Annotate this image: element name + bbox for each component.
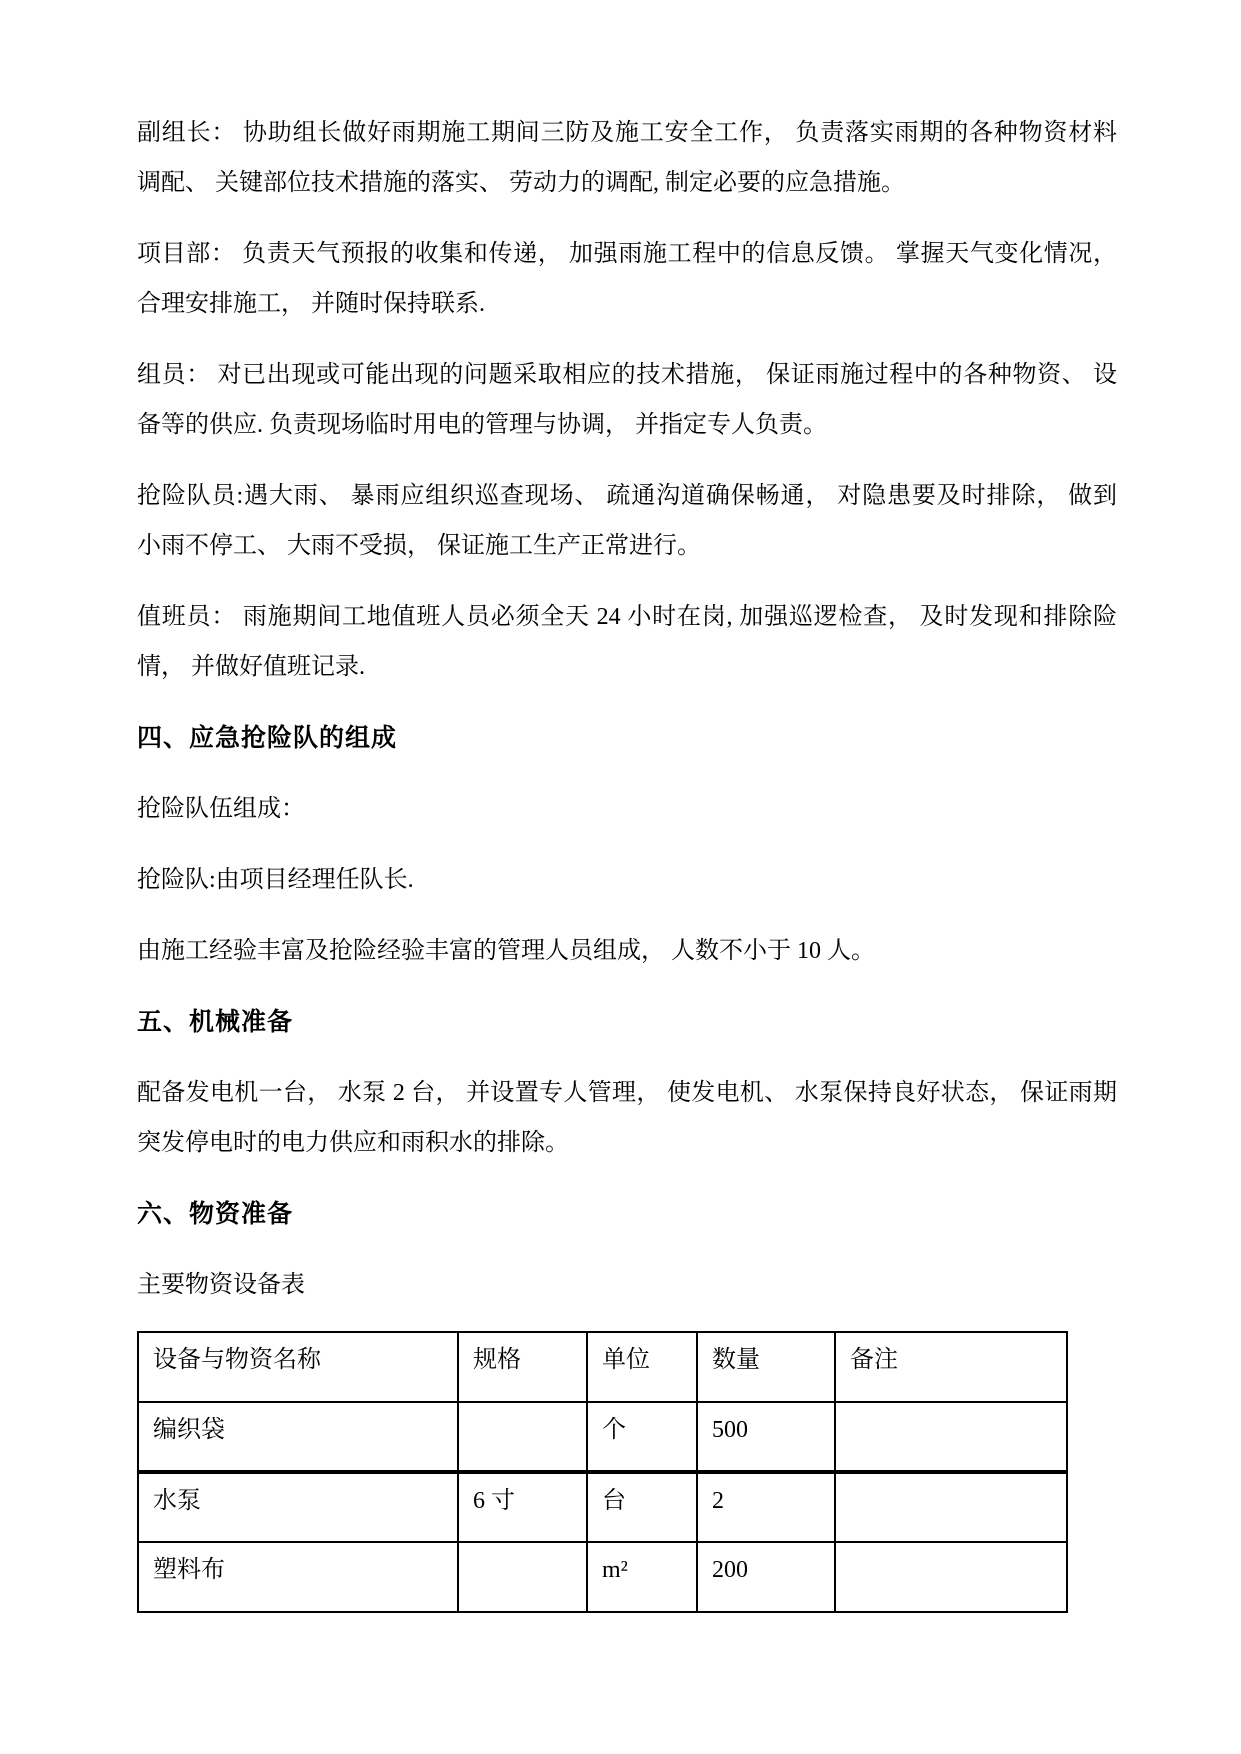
table-cell-name: 编织袋 [138, 1402, 458, 1472]
table-cell-spec: 6 寸 [458, 1472, 587, 1542]
paragraph-team-leader [137, 855, 1117, 905]
paragraph-rescue-member [137, 471, 1117, 571]
section-heading-four: 四、应急抢险队的组成 [137, 724, 398, 752]
paragraph-line: 抢险队:由项目经理任队长. [137, 867, 414, 893]
table-cell-remark [835, 1542, 1067, 1612]
table-cell-quantity: 2 [697, 1472, 835, 1542]
paragraph-line: 值班员： 雨施期间工地值班人员必须全天 24 小时在岗, 加强巡逻检查， 及时发现和排除险 [137, 604, 1117, 630]
paragraph-machinery [137, 1068, 1117, 1168]
table-header-row [138, 1332, 1067, 1402]
paragraph-members [137, 350, 1117, 450]
table-header-quantity: 数量 [697, 1332, 835, 1402]
paragraph-line: 抢险队员:遇大雨、 暴雨应组织巡查现场、 疏通沟道确保畅通， 对隐患要及时排除， 做到 [137, 483, 1117, 509]
paragraph-line: 由施工经验丰富及抢险经验丰富的管理人员组成， 人数不小于 10 人。 [137, 938, 875, 964]
paragraph-line: 小雨不停工、 大雨不受损， 保证施工生产正常进行。 [137, 533, 701, 559]
section-heading-six: 六、物资准备 [137, 1200, 294, 1228]
table-cell-spec [458, 1402, 587, 1472]
paragraph-line: 备等的供应. 负责现场临时用电的管理与协调， 并指定专人负责。 [137, 412, 827, 438]
table-cell-remark [835, 1402, 1067, 1472]
paragraph-line: 情， 并做好值班记录. [137, 654, 365, 680]
paragraph-line: 合理安排施工， 并随时保持联系. [137, 291, 485, 317]
table-header-remark: 备注 [835, 1332, 1067, 1402]
paragraph-line: 抢险队伍组成： [137, 796, 305, 822]
paragraph-team-composition [137, 784, 1117, 834]
table-caption [137, 1260, 1117, 1310]
paragraph-line: 调配、 关键部位技术措施的落实、 劳动力的调配, 制定必要的应急措施。 [137, 170, 905, 196]
table-row [138, 1402, 1067, 1472]
paragraph-line: 项目部： 负责天气预报的收集和传递， 加强雨施工程中的信息反馈。 掌握天气变化情况， [137, 241, 1117, 267]
table-cell-name: 塑料布 [138, 1542, 458, 1612]
paragraph-team-members [137, 926, 1117, 976]
table-cell-quantity: 200 [697, 1542, 835, 1612]
table-cell-unit: m² [587, 1542, 697, 1612]
table-row [138, 1472, 1067, 1542]
table-cell-name: 水泵 [138, 1472, 458, 1542]
table-header-unit: 单位 [587, 1332, 697, 1402]
paragraph-vice-leader [137, 108, 1117, 208]
paragraph-line: 突发停电时的电力供应和雨积水的排除。 [137, 1130, 569, 1156]
table-cell-quantity: 500 [697, 1402, 835, 1472]
paragraph-line: 配备发电机一台， 水泵 2 台， 并设置专人管理， 使发电机、 水泵保持良好状态， 保证雨期 [137, 1080, 1117, 1106]
paragraph-duty-officer [137, 592, 1117, 692]
table-cell-remark [835, 1472, 1067, 1542]
table-header-name: 设备与物资名称 [138, 1332, 458, 1402]
paragraph-project-dept [137, 229, 1117, 329]
paragraph-line: 主要物资设备表 [137, 1272, 305, 1298]
table-cell-unit: 台 [587, 1472, 697, 1542]
table-header-spec: 规格 [458, 1332, 587, 1402]
section-heading-five: 五、机械准备 [137, 1008, 294, 1036]
paragraph-line: 组员： 对已出现或可能出现的问题采取相应的技术措施， 保证雨施过程中的各种物资、 设 [137, 362, 1117, 388]
table-row [138, 1542, 1067, 1612]
paragraph-line: 副组长： 协助组长做好雨期施工期间三防及施工安全工作， 负责落实雨期的各种物资材料 [137, 120, 1117, 146]
table-cell-unit: 个 [587, 1402, 697, 1472]
table-cell-spec [458, 1542, 587, 1612]
materials-table [137, 1331, 1068, 1613]
